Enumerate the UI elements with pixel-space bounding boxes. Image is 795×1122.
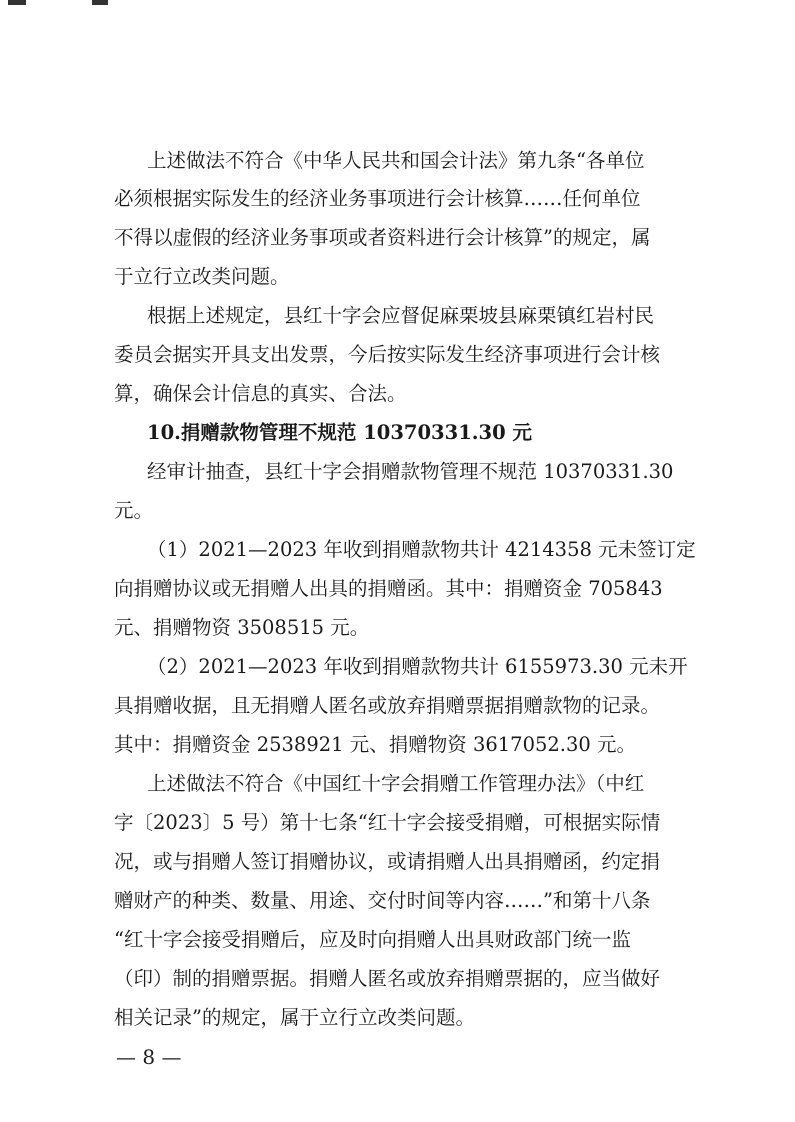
scan-mark (92, 0, 108, 5)
scan-mark (8, 0, 26, 5)
text-line: 不得以虚假的经济业务事项或者资料进行会计核算”的规定，属 (114, 226, 651, 249)
page-number: — 8 — (116, 1045, 182, 1069)
text-line: 经审计抽查，县红十字会捐赠款物管理不规范 10370331.30 (147, 460, 674, 483)
text-line: 元、捐赠物资 3508515 元。 (114, 616, 370, 639)
text-line: 向捐赠协议或无捐赠人出具的捐赠函。其中：捐赠资金 705843 (114, 577, 663, 600)
text-line: （1）2021—2023 年收到捐赠款物共计 4214358 元未签订定 (147, 538, 696, 561)
text-line: 委员会据实开具支出发票，今后按实际发生经济事项进行会计核 (114, 343, 661, 366)
section-heading: 10.捐赠款物管理不规范 10370331.30 元 (147, 421, 532, 444)
text-line: 其中：捐赠资金 2538921 元、捐赠物资 3617052.30 元。 (114, 733, 636, 756)
text-line: 上述做法不符合《中华人民共和国会计法》第九条“各单位 (147, 149, 645, 172)
text-line: 元。 (114, 499, 154, 522)
text-line: 上述做法不符合《中国红十字会捐赠工作管理办法》（中红 (147, 772, 645, 795)
text-line: 赠财产的种类、数量、用途、交付时间等内容……”和第十八条 (114, 889, 651, 912)
text-line: 相关记录”的规定，属于立行立改类问题。 (114, 1006, 475, 1029)
text-line: “红十字会接受捐赠后，应及时向捐赠人出具财政部门统一监 (114, 928, 631, 951)
text-line: 必须根据实际发生的经济业务事项进行会计核算……任何单位 (114, 187, 641, 210)
text-line: 况，或与捐赠人签订捐赠协议，或请捐赠人出具捐赠函，约定捐 (114, 850, 661, 873)
text-line: （印）制的捐赠票据。捐赠人匿名或放弃捐赠票据的，应当做好 (114, 967, 661, 990)
text-line: （2）2021—2023 年收到捐赠款物共计 6155973.30 元未开 (147, 655, 688, 678)
text-line: 根据上述规定，县红十字会应督促麻栗坡县麻栗镇红岩村民 (147, 304, 655, 327)
text-line: 字〔2023〕5 号）第十七条“红十字会接受捐赠，可根据实际情 (114, 811, 661, 834)
text-line: 于立行立改类问题。 (114, 265, 290, 288)
text-line: 算，确保会计信息的真实、合法。 (114, 382, 407, 405)
text-line: 具捐赠收据，且无捐赠人匿名或放弃捐赠票据捐赠款物的记录。 (114, 694, 661, 717)
